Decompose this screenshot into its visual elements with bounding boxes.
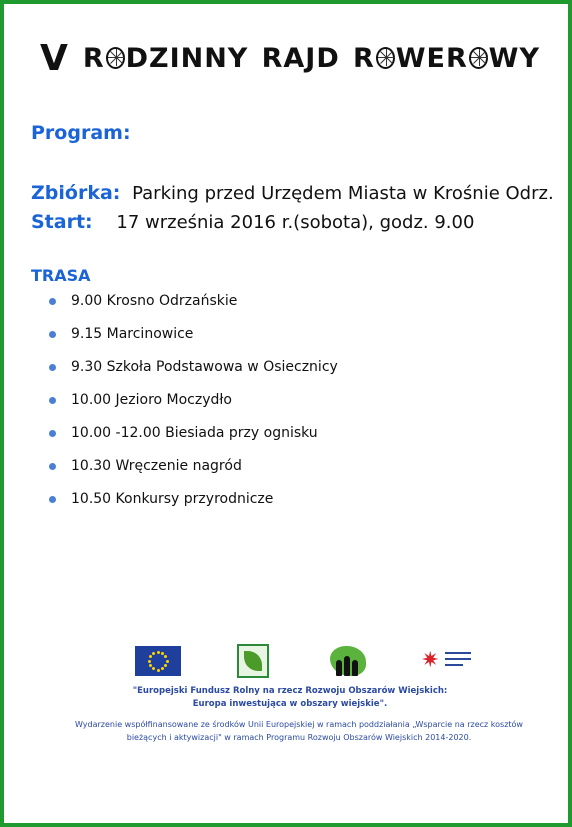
bullet-icon <box>49 430 56 437</box>
bicycle-wheel-icon <box>376 47 395 69</box>
prow-logo-icon: ✷ <box>421 644 477 678</box>
sponsor-logos <box>4 644 572 680</box>
bullet-icon <box>49 397 56 404</box>
list-item: 9.30 Szkoła Podstawowa w Osiecznicy <box>46 359 338 392</box>
bicycle-wheel-icon <box>469 47 488 69</box>
title-numeral: V <box>40 37 69 79</box>
start-value: 17 września 2016 r.(sobota), godz. 9.00 <box>116 212 475 233</box>
title-letter: R <box>353 42 375 74</box>
bicycle-wheel-icon <box>106 47 125 69</box>
bullet-icon <box>49 496 56 503</box>
route-heading: TRASA <box>31 266 91 285</box>
zbiorka-label: Zbiórka: <box>31 182 121 204</box>
title-word: RAJD <box>261 42 340 74</box>
title-word: DZINNY <box>125 42 249 74</box>
list-item: 10.00 -12.00 Biesiada przy ognisku <box>46 425 338 458</box>
bullet-icon <box>49 364 56 371</box>
program-heading: Program: <box>31 122 131 144</box>
title-word: WER <box>395 42 468 74</box>
list-item: 9.00 Krosno Odrzańskie <box>46 293 338 326</box>
lgd-logo-icon <box>330 644 366 678</box>
cofinancing-note: Wydarzenie współfinansowane ze środków Unii Europejskiej w ramach poddziałania „Wsparcie na rzecz kosztów bieżących i aktywizacji" w ramach Programu Rozwoju Obszarów Wiejskich 2014-2020. <box>75 720 523 742</box>
zbiorka-row <box>31 182 554 204</box>
zbiorka-value: Parking przed Urzędem Miasta w Krośnie Odrz. <box>132 183 554 204</box>
route-list <box>46 293 338 524</box>
bullet-icon <box>49 463 56 470</box>
start-row <box>31 211 474 233</box>
bullet-icon <box>49 298 56 305</box>
page-title <box>40 38 540 78</box>
list-item: 9.15 Marcinowice <box>46 326 338 359</box>
list-item: 10.30 Wręczenie nagród <box>46 458 338 491</box>
bullet-icon <box>49 331 56 338</box>
leader-logo-icon <box>237 644 269 678</box>
list-item: 10.50 Konkursy przyrodnicze <box>46 491 338 524</box>
title-letter: R <box>82 42 105 74</box>
start-label: Start: <box>31 211 93 233</box>
list-item: 10.00 Jezioro Moczydło <box>46 392 338 425</box>
title-word: WY <box>488 42 540 74</box>
eu-flag-icon <box>135 646 181 676</box>
fund-statement: "Europejski Fundusz Rolny na rzecz Rozwoju Obszarów Wiejskich: Europa inwestująca w obszary wiejskie". <box>132 686 448 709</box>
